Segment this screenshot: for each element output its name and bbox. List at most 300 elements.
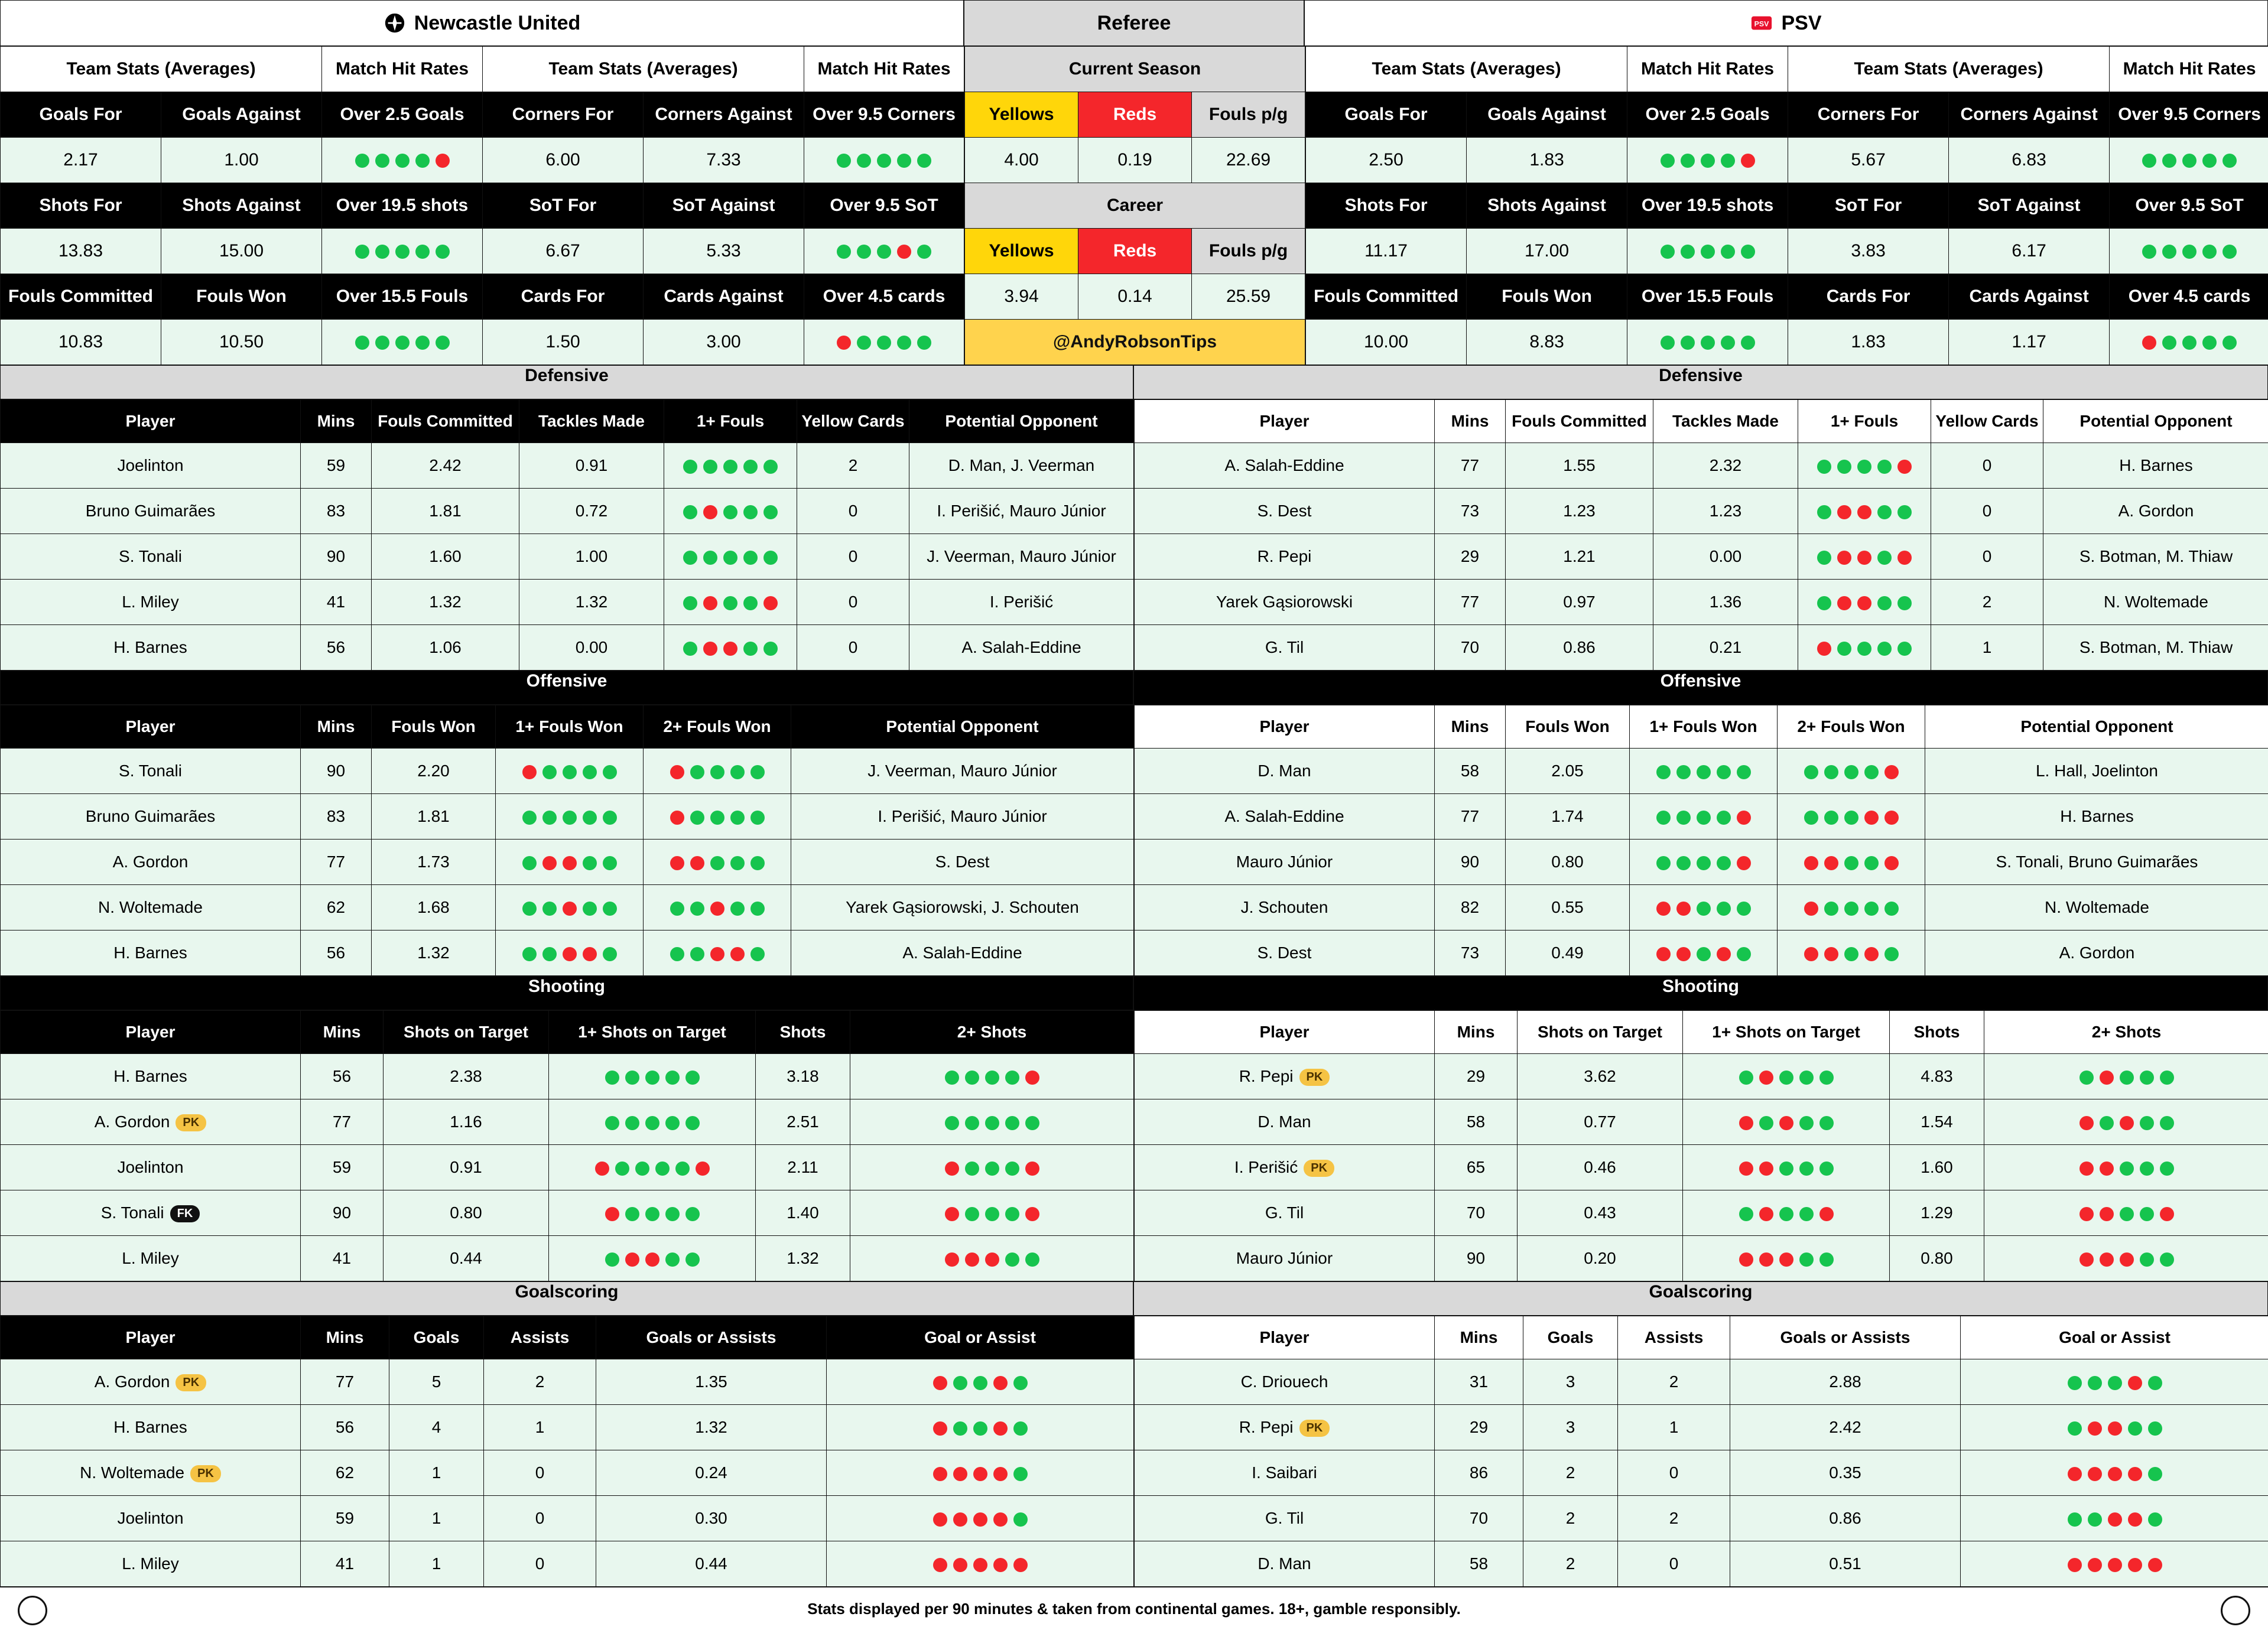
offensive-tables [0, 705, 2268, 976]
col-2plus-shots: 2+ Shots [850, 1011, 1134, 1054]
hit-dot [2142, 154, 2156, 168]
hit-dot [750, 947, 765, 961]
hit-dot [1804, 947, 1818, 961]
col-potential-opponent: Potential Opponent [1925, 705, 2268, 749]
cell-shots: 1.54 [1890, 1099, 1984, 1145]
cell-opp: I. Perišić [909, 580, 1134, 625]
hit-dot [2148, 1558, 2162, 1572]
cell-assists: 1 [484, 1405, 596, 1450]
stat-value: 13.83 [1, 229, 161, 274]
stat-label: Over 15.5 Fouls [322, 274, 483, 320]
player-cell: A. Gordon PK [1, 1099, 301, 1145]
away-stats-col-headers [1306, 47, 2268, 92]
hit-dot [1737, 856, 1751, 870]
hit-dot [2202, 245, 2217, 259]
hit-dot [670, 947, 684, 961]
hit-dot [1877, 642, 1892, 656]
hit-dot [1804, 811, 1818, 825]
hit-dot [1864, 902, 1879, 916]
cell-player: S. Dest [1135, 489, 1435, 534]
cell-yellow: 0 [1931, 534, 2043, 580]
cell-tackles: 0.91 [519, 443, 664, 489]
col-goal-or-assist: Goal or Assist [827, 1316, 1134, 1359]
col-potential-opponent: Potential Opponent [909, 400, 1134, 443]
stat-value: 6.83 [1949, 138, 2110, 183]
cell-won: 1.32 [372, 931, 496, 976]
hit-rate-dots [850, 1190, 1134, 1236]
hit-rate-dots [664, 625, 797, 671]
hit-dot [615, 1162, 629, 1176]
cell-opp: I. Perišić, Mauro Júnior [909, 489, 1134, 534]
hit-dot [2160, 1071, 2174, 1085]
cell-mins: 77 [301, 1099, 384, 1145]
hit-dot [763, 460, 778, 474]
col-mins: Mins [1435, 1316, 1523, 1359]
hit-rate-dots [1798, 443, 1931, 489]
cell-goals: 3 [1523, 1405, 1618, 1450]
hit-dot [2108, 1467, 2122, 1481]
hit-dot [1897, 551, 1912, 565]
cell-fouls: 1.60 [372, 534, 519, 580]
hit-rate-dots [827, 1359, 1134, 1405]
player-cell: L. Miley [1, 1541, 301, 1587]
hit-dot [2222, 154, 2237, 168]
player-badge: FK [170, 1205, 200, 1222]
hit-rate-dots [1778, 931, 1925, 976]
hit-dot [897, 154, 911, 168]
hit-dot [542, 811, 557, 825]
hit-dot [763, 642, 778, 656]
hit-dot [985, 1207, 999, 1221]
player-cell: C. Driouech [1135, 1359, 1435, 1405]
hit-dot [1661, 336, 1675, 350]
hit-dot [645, 1252, 659, 1267]
col-player: Player [1135, 400, 1435, 443]
table-row [1, 1359, 1134, 1405]
home-shooting-table [0, 1010, 1134, 1281]
hit-dot [837, 154, 851, 168]
table-row [1, 840, 1134, 885]
hit-dot [917, 154, 931, 168]
col-header: Team Stats (Averages) [1306, 47, 1627, 92]
hit-rate-dots [644, 794, 791, 840]
table-row [1, 534, 1134, 580]
cell-player: D. Man [1135, 749, 1435, 794]
home-team-title [0, 0, 964, 46]
hit-rate-dots [496, 749, 644, 794]
stats-referee-block [0, 46, 2268, 365]
hit-rate-dots [496, 794, 644, 840]
hit-dot [743, 551, 758, 565]
hit-dot [2108, 1512, 2122, 1527]
col-2plus-fouls-won: 2+ Fouls Won [644, 705, 791, 749]
cell-mins: 59 [301, 443, 372, 489]
hit-dot [1857, 460, 1871, 474]
hit-dot [1844, 856, 1858, 870]
col-1plus-fouls: 1+ Fouls [1798, 400, 1931, 443]
col-header: Match Hit Rates [1627, 47, 1788, 92]
cell-sot: 0.91 [384, 1145, 549, 1190]
cell-mins: 90 [301, 1190, 384, 1236]
hit-dot [1857, 596, 1871, 610]
hit-dot [1824, 856, 1838, 870]
hit-dot [2128, 1467, 2142, 1481]
col-2plus-fouls-won: 2+ Fouls Won [1778, 705, 1925, 749]
hit-dot [2160, 1116, 2174, 1130]
cell-assists: 0 [484, 1450, 596, 1496]
cell-yellow: 0 [797, 580, 909, 625]
cell-opp: A. Gordon [2043, 489, 2268, 534]
cell-mins: 70 [1435, 1190, 1518, 1236]
cell-sot: 0.20 [1518, 1236, 1683, 1281]
stat-label: Corners For [1788, 92, 1949, 138]
hit-dot [703, 642, 717, 656]
hit-rate-dots [322, 138, 483, 183]
hit-dot [2079, 1162, 2094, 1176]
hit-dot [2088, 1512, 2102, 1527]
table-row [1, 1145, 1134, 1190]
home-defensive-label: Defensive [0, 365, 1133, 399]
table-row [1, 1054, 1134, 1099]
home-offensive-table [0, 705, 1134, 976]
hit-dot [973, 1467, 987, 1481]
hit-rate-dots [1798, 489, 1931, 534]
cell-player: A. Gordon [1, 840, 301, 885]
begambleaware-right-icon [2221, 1596, 2250, 1625]
away-defensive-label: Defensive [1133, 365, 2268, 399]
psv-crest-icon [1750, 12, 1773, 34]
col-yellow-cards: Yellow Cards [797, 400, 909, 443]
hit-dot [1779, 1162, 1793, 1176]
hit-dot [645, 1207, 659, 1221]
hit-dot [1741, 336, 1755, 350]
hit-dot [857, 245, 871, 259]
table-row [1135, 840, 2268, 885]
hit-dot [763, 551, 778, 565]
home-goalscoring-label: Goalscoring [0, 1281, 1133, 1316]
hit-dot [1025, 1071, 1039, 1085]
col-mins: Mins [301, 705, 372, 749]
away-shooting-table [1134, 1010, 2268, 1281]
hit-dot [710, 856, 724, 870]
away-stats-row-values [1306, 138, 2268, 183]
cell-fouls: 1.32 [372, 580, 519, 625]
hit-rate-dots [664, 580, 797, 625]
cell-mins: 62 [301, 1450, 389, 1496]
player-badge: PK [1299, 1420, 1330, 1437]
hit-dot [703, 551, 717, 565]
stat-label: Goals For [1306, 92, 1467, 138]
hit-dot [1819, 1207, 1834, 1221]
hit-dot [1819, 1252, 1834, 1267]
cell-yellow: 0 [797, 534, 909, 580]
cell-shots: 1.40 [756, 1190, 850, 1236]
hit-dot [685, 1207, 700, 1221]
table-row [1135, 1359, 2268, 1405]
hit-dot [1799, 1207, 1814, 1221]
cell-fouls: 2.42 [372, 443, 519, 489]
hit-dot [2148, 1376, 2162, 1390]
hit-dot [1877, 551, 1892, 565]
away-stats-row-values [1306, 320, 2268, 365]
cell-player: R. Pepi [1135, 534, 1435, 580]
hit-rate-dots [1984, 1236, 2268, 1281]
hit-rate-dots [549, 1190, 756, 1236]
stat-value: 1.17 [1949, 320, 2110, 365]
hit-dot [1661, 245, 1675, 259]
hit-dot [1759, 1252, 1773, 1267]
hit-dot [1857, 642, 1871, 656]
player-cell: I. Saibari [1135, 1450, 1435, 1496]
away-goalscoring-label: Goalscoring [1133, 1281, 2268, 1316]
hit-dot [2148, 1512, 2162, 1527]
cell-shots: 2.11 [756, 1145, 850, 1190]
reds-header: Reds [1078, 92, 1192, 138]
hit-dot [2160, 1252, 2174, 1267]
hit-dot [837, 336, 851, 350]
cell-tackles: 0.00 [519, 625, 664, 671]
hit-dot [2100, 1207, 2114, 1221]
hit-dot [522, 947, 537, 961]
cell-fouls: 1.23 [1506, 489, 1653, 534]
hit-dot [703, 505, 717, 519]
col-player: Player [1135, 1011, 1435, 1054]
player-cell: G. Til [1135, 1496, 1435, 1541]
table-row [1135, 580, 2268, 625]
hit-dot [2108, 1558, 2122, 1572]
cell-mins: 77 [1435, 794, 1506, 840]
stat-value: 17.00 [1467, 229, 1627, 274]
table-row [1135, 1145, 2268, 1190]
hit-dot [645, 1071, 659, 1085]
hit-dot [1779, 1252, 1793, 1267]
cell-won: 1.73 [372, 840, 496, 885]
hit-dot [625, 1252, 639, 1267]
footer-text: Stats displayed per 90 minutes & taken from continental games. 18+, gamble responsibly. [807, 1600, 1461, 1618]
hit-dot [1676, 811, 1691, 825]
hit-dot [2079, 1207, 2094, 1221]
home-stats-row-labels [1, 274, 964, 320]
referee-fouls-career: 25.59 [1192, 274, 1305, 320]
stat-value: 1.83 [1467, 138, 1627, 183]
hit-dot [2108, 1376, 2122, 1390]
hit-dot [2120, 1207, 2134, 1221]
col-header: Match Hit Rates [2110, 47, 2268, 92]
hit-dot [625, 1071, 639, 1085]
stat-label: Over 9.5 Corners [804, 92, 964, 138]
cell-mins: 65 [1435, 1145, 1518, 1190]
hit-dot [1844, 902, 1858, 916]
cell-shots: 1.60 [1890, 1145, 1984, 1190]
col-header: Team Stats (Averages) [1788, 47, 2110, 92]
stat-label: Shots For [1, 183, 161, 229]
hit-dot [1005, 1162, 1019, 1176]
stat-value: 1.50 [483, 320, 644, 365]
hit-rate-dots [644, 931, 791, 976]
col-goals-or-assists: Goals or Assists [1730, 1316, 1961, 1359]
hit-dot [1837, 596, 1851, 610]
hit-rate-dots [1630, 749, 1778, 794]
hit-rate-dots [1627, 138, 1788, 183]
hit-dot [1701, 154, 1715, 168]
table-header-row [1, 400, 1134, 443]
stat-value: 10.50 [161, 320, 322, 365]
cell-player: N. Woltemade [1, 885, 301, 931]
cell-yellow: 2 [1931, 580, 2043, 625]
cell-goals: 2 [1523, 1541, 1618, 1587]
referee-yellows-career: 3.94 [965, 274, 1078, 320]
table-row [1135, 794, 2268, 840]
hit-dot [635, 1162, 649, 1176]
referee-current-season-label: Current Season [965, 47, 1305, 92]
hit-dot [723, 505, 737, 519]
referee-fouls-current: 22.69 [1192, 138, 1305, 183]
hit-dot [1681, 336, 1695, 350]
newcastle-crest-icon [384, 12, 406, 34]
hit-dot [1799, 1252, 1814, 1267]
hit-dot [1676, 902, 1691, 916]
hit-dot [2128, 1512, 2142, 1527]
hit-rate-dots [850, 1236, 1134, 1281]
hit-dot [953, 1512, 967, 1527]
hit-rate-dots [827, 1496, 1134, 1541]
hit-dot [993, 1421, 1008, 1436]
home-team-stats-table [0, 46, 964, 365]
hit-rate-dots [322, 320, 483, 365]
hit-dot [1739, 1252, 1753, 1267]
hit-dot [685, 1071, 700, 1085]
hit-rate-dots [322, 229, 483, 274]
table-row [1135, 1236, 2268, 1281]
hit-dot [730, 765, 745, 779]
hit-dot [603, 765, 617, 779]
cell-player: J. Schouten [1135, 885, 1435, 931]
table-header-row [1135, 1316, 2268, 1359]
hit-dot [933, 1558, 947, 1572]
col-goals-or-assists: Goals or Assists [596, 1316, 827, 1359]
stat-label: Goals Against [1467, 92, 1627, 138]
cell-goals: 5 [389, 1359, 484, 1405]
hit-rate-dots [1778, 840, 1925, 885]
hit-dot [1656, 947, 1671, 961]
cell-opp: Yarek Gąsiorowski, J. Schouten [791, 885, 1134, 931]
hit-dot [2202, 336, 2217, 350]
hit-dot [1656, 765, 1671, 779]
cell-mins: 83 [301, 794, 372, 840]
hit-dot [2068, 1558, 2082, 1572]
hit-dot [1837, 460, 1851, 474]
hit-dot [1717, 902, 1731, 916]
hit-dot [2160, 1207, 2174, 1221]
hit-dot [897, 245, 911, 259]
cell-ga: 2.88 [1730, 1359, 1961, 1405]
stat-value: 6.17 [1949, 229, 2110, 274]
hit-dot [953, 1467, 967, 1481]
stat-label: Over 2.5 Goals [322, 92, 483, 138]
referee-reds-current: 0.19 [1078, 138, 1192, 183]
col-mins: Mins [301, 1316, 389, 1359]
table-row [1135, 443, 2268, 489]
col-shots-on-target: Shots on Target [384, 1011, 549, 1054]
hit-dot [1824, 902, 1838, 916]
hit-dot [675, 1162, 690, 1176]
hit-dot [710, 902, 724, 916]
yellows-header: Yellows [965, 92, 1078, 138]
cell-opp: S. Tonali, Bruno Guimarães [1925, 840, 2268, 885]
cell-player: A. Salah-Eddine [1135, 794, 1435, 840]
hit-dot [2088, 1558, 2102, 1572]
cell-mins: 56 [301, 931, 372, 976]
hit-dot [723, 596, 737, 610]
table-row [1, 931, 1134, 976]
cell-sot: 1.16 [384, 1099, 549, 1145]
hit-dot [703, 460, 717, 474]
brand-handle: @AndyRobsonTips [965, 320, 1305, 365]
hit-dot [1884, 947, 1899, 961]
hit-dot [730, 811, 745, 825]
hit-rate-dots [549, 1099, 756, 1145]
hit-dot [993, 1376, 1008, 1390]
defensive-tables [0, 399, 2268, 671]
col-player: Player [1, 705, 301, 749]
hit-dot [723, 551, 737, 565]
hit-dot [2120, 1252, 2134, 1267]
col-mins: Mins [1435, 1011, 1518, 1054]
stat-value: 6.00 [483, 138, 644, 183]
player-cell: D. Man [1135, 1541, 1435, 1587]
cell-mins: 41 [301, 1541, 389, 1587]
hit-dot [2120, 1116, 2134, 1130]
table-row [1, 794, 1134, 840]
cell-player: Yarek Gąsiorowski [1135, 580, 1435, 625]
cell-shots: 4.83 [1890, 1054, 1984, 1099]
hit-rate-dots [496, 885, 644, 931]
hit-dot [1739, 1116, 1753, 1130]
hit-dot [690, 947, 704, 961]
cell-sot: 0.43 [1518, 1190, 1683, 1236]
col-player: Player [1, 1316, 301, 1359]
hit-dot [1759, 1116, 1773, 1130]
hit-dot [2068, 1512, 2082, 1527]
player-cell: N. Woltemade PK [1, 1450, 301, 1496]
cell-opp: D. Man, J. Veerman [909, 443, 1134, 489]
hit-dot [857, 154, 871, 168]
table-row [1, 1450, 1134, 1496]
hit-dot [2128, 1558, 2142, 1572]
player-cell: R. Pepi PK [1135, 1054, 1435, 1099]
hit-dot [933, 1376, 947, 1390]
hit-rate-dots [1984, 1054, 2268, 1099]
col-goals: Goals [389, 1316, 484, 1359]
hit-dot [1717, 765, 1731, 779]
cell-ga: 0.35 [1730, 1450, 1961, 1496]
hit-dot [710, 811, 724, 825]
hit-rate-dots [1798, 625, 1931, 671]
hit-rate-dots [496, 931, 644, 976]
hit-dot [2202, 154, 2217, 168]
cell-assists: 2 [1618, 1496, 1730, 1541]
cell-player: H. Barnes [1, 931, 301, 976]
hit-dot [1013, 1467, 1028, 1481]
hit-dot [563, 856, 577, 870]
cell-mins: 70 [1435, 1496, 1523, 1541]
cell-fouls: 0.86 [1506, 625, 1653, 671]
hit-dot [945, 1207, 959, 1221]
table-row [1, 1405, 1134, 1450]
hit-dot [703, 596, 717, 610]
hit-dot [2162, 336, 2176, 350]
cell-assists: 0 [484, 1496, 596, 1541]
